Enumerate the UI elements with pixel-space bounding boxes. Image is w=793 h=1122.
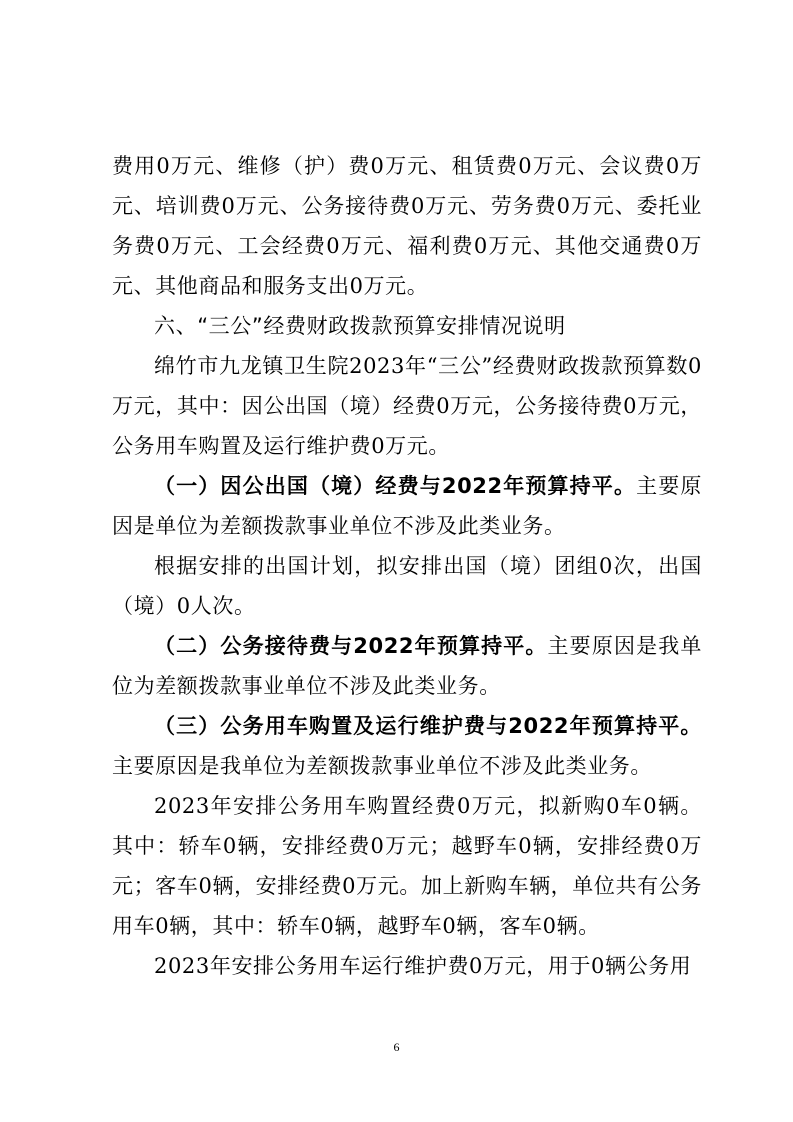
vehicle-expense-lead: （三）公务用车购置及运行维护费与2022年预算持平。 [154,714,702,738]
paragraph-overseas-plan: 根据安排的出国计划，拟安排出国（境）团组0次，出国（境）0人次。 [112,554,702,618]
vehicle-expense-reason: 主要原因是我单位为差额拨款事业单位不涉及此类业务。 [112,754,652,778]
reception-expense-reason: 主要原因是我单位为差额拨款事业单位不涉及此类业务。 [112,634,702,698]
paragraph-expense-items: 费用0万元、维修（护）费0万元、租赁费0万元、会议费0万元、培训费0万元、公务接待费0万元、劳务费0万元、委托业务费0万元、工会经费0万元、福利费0万元、其他交通费0万元、其他商品和服务支出0万元。 [112,154,702,298]
paragraph-reception-expense [112,626,702,706]
section-heading-three-public-expenses: 六、“三公”经费财政拨款预算安排情况说明 [154,314,566,338]
paragraph-vehicle-maintenance: 2023年安排公务用车运行维护费0万元，用于0辆公务用 [154,954,692,978]
page-number: 6 [393,1040,400,1054]
paragraph-vehicle-expense [112,706,702,786]
overseas-travel-lead: （一）因公出国（境）经费与2022年预算持平。 [154,474,637,498]
paragraph-three-public-budget-summary: 绵竹市九龙镇卫生院2023年“三公”经费财政拨款预算数0万元，其中：因公出国（境）经费0万元，公务接待费0万元，公务用车购置及运行维护费0万元。 [112,354,702,458]
paragraph-overseas-travel [112,466,702,546]
document-body [112,146,702,986]
reception-expense-lead: （二）公务接待费与2022年预算持平。 [154,634,548,658]
paragraph-vehicle-purchase: 2023年安排公务用车购置经费0万元，拟新购0车0辆。其中：轿车0辆，安排经费0万元；越野车0辆，安排经费0万元；客车0辆，安排经费0万元。加上新购车辆，单位共有公务用车0辆，其中：轿车0辆，越野车0辆，客车0辆。 [112,794,702,938]
overseas-travel-reason: 主要原因是单位为差额拨款事业单位不涉及此类业务。 [112,474,702,538]
